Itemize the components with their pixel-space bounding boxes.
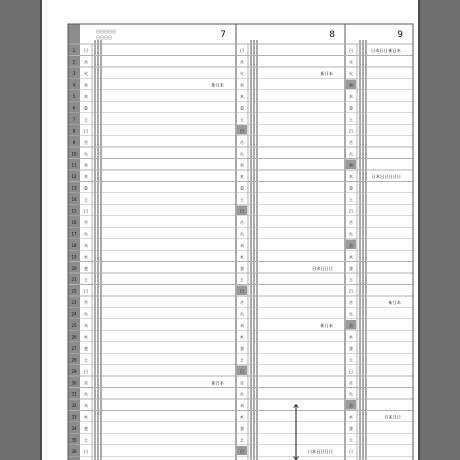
weekday-glyph: 水 (348, 403, 354, 409)
weekday-glyph: 木 (239, 334, 245, 340)
weekday-glyph: 土 (83, 277, 89, 283)
day-number-label: 16 (71, 219, 77, 225)
weekday-glyph: 日 (348, 48, 354, 54)
day-number-label: 31 (71, 391, 77, 397)
weekday-glyph: 水 (83, 403, 89, 409)
weekday-glyph: 月 (239, 300, 245, 306)
weekday-glyph: 日 (239, 288, 245, 294)
day-number-label: 18 (71, 242, 77, 248)
weekday-glyph: 金 (83, 265, 89, 271)
day-number-label: 14 (71, 197, 77, 203)
weekday-glyph: 土 (348, 277, 354, 283)
weekday-glyph: 木 (348, 94, 354, 100)
weekday-glyph: 水 (83, 323, 89, 329)
weekday-glyph: 火 (83, 71, 89, 77)
weekday-glyph: 火 (83, 311, 89, 317)
day-number-label: 1 (72, 48, 76, 54)
day-number-label: 34 (71, 426, 77, 432)
day-number-label: 28 (71, 357, 77, 363)
day-number-label: 11 (71, 162, 77, 168)
weekday-glyph: 火 (239, 311, 245, 317)
day-number-label: 20 (71, 265, 77, 271)
weekday-glyph: 日 (348, 288, 354, 294)
weekday-glyph: 土 (83, 437, 89, 443)
weekday-glyph: 土 (348, 197, 354, 203)
event-note: 日本日日日日 (307, 448, 333, 454)
weekday-glyph: 火 (239, 231, 245, 237)
weekday-glyph: 水 (83, 162, 89, 168)
weekday-glyph: 月 (83, 300, 89, 306)
weekday-glyph: 火 (239, 151, 245, 157)
page-edge-right (418, 0, 420, 460)
weekday-glyph: 木 (239, 174, 245, 180)
weekday-glyph: 土 (348, 357, 354, 363)
day-number-label: 4 (72, 82, 76, 88)
day-number-label: 10 (71, 151, 77, 157)
day-number-label: 19 (71, 254, 77, 260)
weekday-glyph: 日 (83, 48, 89, 54)
weekday-glyph: 土 (348, 437, 354, 443)
day-number-label: 29 (71, 368, 77, 374)
day-number-label: 21 (71, 277, 77, 283)
weekday-glyph: 日 (83, 208, 89, 214)
weekday-glyph: 水 (348, 242, 354, 248)
weekday-glyph: 木 (239, 414, 245, 420)
weekday-glyph: 水 (239, 82, 245, 88)
event-note: 新日本 (388, 48, 401, 54)
weekday-glyph: 金 (239, 345, 245, 351)
event-note: 新日本 (211, 380, 224, 386)
day-number-label: 26 (71, 334, 77, 340)
day-number-label: 6 (72, 105, 76, 111)
weekday-glyph: 月 (348, 380, 354, 386)
header-note: 日日日日 (96, 35, 112, 40)
weekday-glyph: 火 (348, 391, 354, 397)
weekday-glyph: 金 (239, 426, 245, 432)
weekday-glyph: 木 (239, 254, 245, 260)
weekday-glyph: 木 (83, 94, 89, 100)
day-number-label: 7 (72, 116, 76, 122)
weekday-glyph: 木 (348, 334, 354, 340)
weekday-glyph: 水 (348, 82, 354, 88)
weekday-glyph: 日 (239, 368, 245, 374)
weekday-glyph: 土 (239, 357, 245, 363)
weekday-glyph: 金 (239, 265, 245, 271)
weekday-glyph: 木 (239, 94, 245, 100)
weekday-glyph: 日 (348, 128, 354, 134)
weekday-glyph: 金 (83, 345, 89, 351)
weekday-glyph: 火 (348, 311, 354, 317)
month-label: 8 (329, 30, 335, 40)
calendar-page (40, 0, 420, 460)
weekday-glyph: 土 (83, 357, 89, 363)
event-note: 新日本 (211, 82, 224, 88)
weekday-glyph: 木 (83, 414, 89, 420)
weekday-glyph: 火 (239, 391, 245, 397)
day-number-label: 35 (71, 437, 77, 443)
weekday-glyph: 日 (348, 448, 354, 454)
weekday-glyph: 水 (348, 162, 354, 168)
weekday-glyph: 木 (348, 254, 354, 260)
weekday-glyph: 金 (348, 105, 354, 111)
month-label: 7 (220, 30, 226, 40)
day-number-label: 12 (71, 174, 77, 180)
weekday-glyph: 水 (83, 82, 89, 88)
weekday-glyph: 月 (348, 59, 354, 65)
weekday-glyph: 火 (348, 231, 354, 237)
weekday-glyph: 金 (348, 345, 354, 351)
weekday-glyph: 水 (239, 242, 245, 248)
weekday-glyph: 日 (348, 208, 354, 214)
day-number-label: 3 (72, 71, 76, 77)
weekday-glyph: 日 (239, 128, 245, 134)
day-number-label: 15 (71, 208, 77, 214)
weekday-glyph: 水 (348, 323, 354, 329)
weekday-glyph: 土 (239, 437, 245, 443)
weekday-glyph: 日 (239, 208, 245, 214)
month-label: 9 (397, 30, 403, 40)
day-number-label: 30 (71, 380, 77, 386)
weekday-glyph: 木 (348, 414, 354, 420)
weekday-glyph: 日 (239, 448, 245, 454)
weekday-glyph: 火 (348, 71, 354, 77)
weekday-glyph: 月 (239, 380, 245, 386)
weekday-glyph: 土 (239, 116, 245, 122)
weekday-glyph: 木 (348, 174, 354, 180)
weekday-glyph: 土 (83, 197, 89, 203)
weekday-glyph: 木 (83, 174, 89, 180)
event-note: 日本日日 (371, 48, 388, 54)
day-number-label: 25 (71, 323, 77, 329)
day-number-label: 17 (71, 231, 77, 237)
weekday-glyph: 火 (348, 151, 354, 157)
day-number-label: 24 (71, 311, 77, 317)
day-number-label: 2 (72, 59, 76, 65)
day-number-label: 13 (71, 185, 77, 191)
weekday-glyph: 金 (348, 265, 354, 271)
weekday-glyph: 金 (348, 185, 354, 191)
day-number-label: 9 (72, 139, 76, 145)
calendar-grid (40, 0, 420, 460)
weekday-glyph: 日 (83, 448, 89, 454)
weekday-glyph: 水 (83, 242, 89, 248)
weekday-glyph: 木 (83, 254, 89, 260)
weekday-glyph: 月 (348, 139, 354, 145)
day-number-label: 36 (71, 448, 77, 454)
event-note: 新日本 (388, 300, 401, 306)
event-note: 日本日日日 (312, 265, 333, 271)
event-note: 新日本 (320, 71, 333, 77)
weekday-glyph: 日 (83, 288, 89, 294)
weekday-glyph: 木 (83, 334, 89, 340)
weekday-glyph: 金 (83, 426, 89, 432)
weekday-glyph: 金 (83, 185, 89, 191)
day-number-label: 5 (72, 94, 76, 100)
weekday-glyph: 火 (83, 151, 89, 157)
weekday-glyph: 月 (348, 219, 354, 225)
weekday-glyph: 月 (83, 59, 89, 65)
day-number-label: 8 (72, 128, 76, 134)
weekday-glyph: 月 (239, 139, 245, 145)
weekday-glyph: 月 (239, 219, 245, 225)
day-number-label: 27 (71, 345, 77, 351)
weekday-glyph: 土 (239, 277, 245, 283)
weekday-glyph: 水 (239, 323, 245, 329)
event-note: 日本日日 (384, 414, 401, 420)
weekday-glyph: 金 (239, 185, 245, 191)
weekday-glyph: 月 (239, 59, 245, 65)
weekday-glyph: 月 (83, 380, 89, 386)
weekday-glyph: 日 (348, 368, 354, 374)
weekday-glyph: 土 (83, 116, 89, 122)
day-number-label: 32 (71, 403, 77, 409)
day-number-label: 22 (71, 288, 77, 294)
weekday-glyph: 水 (239, 162, 245, 168)
header-note: 日日日日日 (96, 29, 116, 34)
weekday-glyph: 水 (239, 403, 245, 409)
weekday-glyph: 月 (83, 219, 89, 225)
weekday-glyph: 日 (83, 128, 89, 134)
weekday-glyph: 金 (239, 105, 245, 111)
weekday-glyph: 土 (348, 116, 354, 122)
day-number-label: 23 (71, 300, 77, 306)
weekday-glyph: 月 (348, 300, 354, 306)
weekday-glyph: 火 (239, 71, 245, 77)
day-number-label: 33 (71, 414, 77, 420)
weekday-glyph: 火 (83, 391, 89, 397)
weekday-glyph: 日 (239, 48, 245, 54)
weekday-glyph: 金 (83, 105, 89, 111)
weekday-glyph: 月 (83, 139, 89, 145)
event-note: 新日本 (320, 323, 333, 329)
weekday-glyph: 火 (83, 231, 89, 237)
weekday-glyph: 土 (239, 197, 245, 203)
weekday-glyph: 日 (83, 368, 89, 374)
weekday-glyph: 金 (348, 426, 354, 432)
page-edge-left (40, 0, 42, 460)
event-note: 日本日日日日日 (371, 174, 401, 180)
